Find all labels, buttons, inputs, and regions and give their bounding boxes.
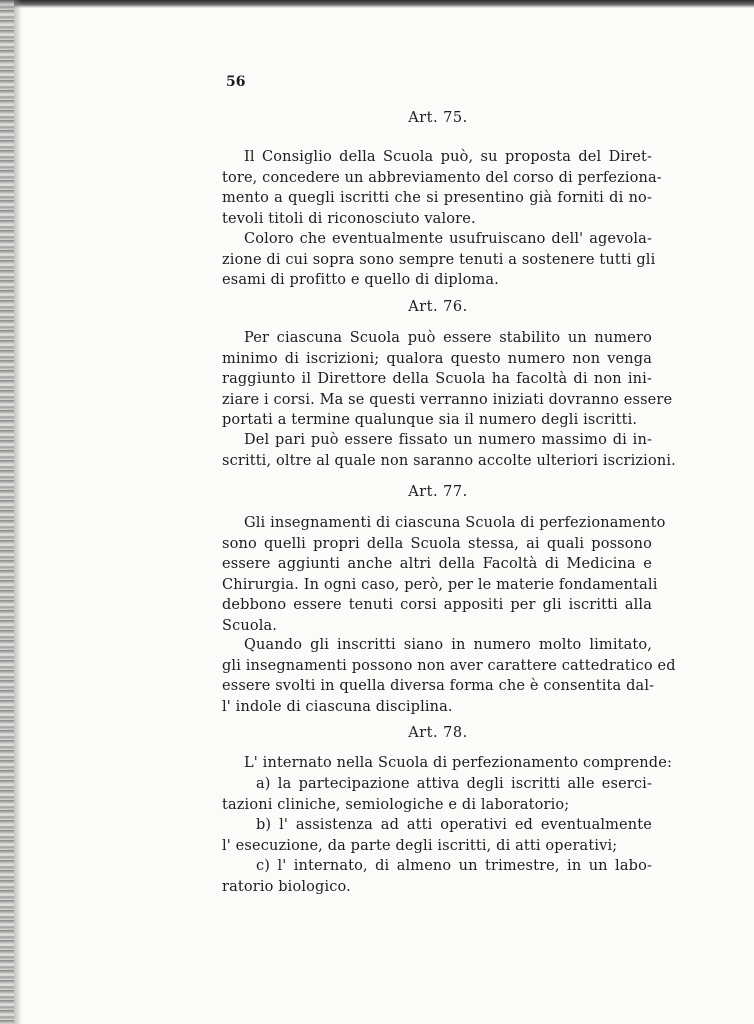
scan-top-edge <box>0 0 754 8</box>
text-line: ratorio biologico. <box>222 878 351 895</box>
scan-binding-shadow <box>14 0 22 1024</box>
page-number: 56 <box>226 74 246 90</box>
text-line: gli insegnamenti possono non aver carattere cattedratico ed <box>222 657 676 674</box>
text-line: zione di cui sopra sono sempre tenuti a sostenere tutti gli <box>222 251 656 268</box>
text-line: minimo di iscrizioni; qualora questo numero non venga <box>222 350 652 367</box>
article-77-paragraph-1 <box>222 513 666 636</box>
text-line: mento a quegli iscritti che si presentino già forniti di no- <box>222 190 652 206</box>
text-line: ziare i corsi. Ma se questi verranno iniziati dovranno essere <box>222 391 673 408</box>
text-line: sono quelli propri della Scuola stessa, ai quali possono <box>222 535 652 552</box>
article-78-item-c <box>222 856 652 897</box>
text-line: Quando gli inscritti siano in numero molto limitato, <box>244 637 652 653</box>
text-line: Coloro che eventualmente usufruiscano dell' agevola- <box>244 231 652 247</box>
article-76-paragraph-2 <box>222 430 676 471</box>
article-75-paragraph-2 <box>222 229 656 291</box>
text-line: c) l' internato, di almeno un trimestre, in un labo- <box>256 858 652 874</box>
article-77-heading: Art. 77. <box>408 484 468 500</box>
text-line: Chirurgia. In ogni caso, però, per le materie fondamentali <box>222 576 658 593</box>
text-line: Del pari può essere fissato un numero massimo di in- <box>244 432 652 448</box>
article-76-paragraph-1 <box>222 328 673 431</box>
article-78-item-b <box>222 815 652 856</box>
text-line: tore, concedere un abbreviamento del corso di perfeziona- <box>222 169 662 186</box>
text-line: portati a termine qualunque sia il numero degli iscritti. <box>222 412 638 428</box>
text-line: tevoli titoli di riconosciuto valore. <box>222 210 476 227</box>
text-line: tazioni cliniche, semiologiche e di laboratorio; <box>222 796 570 813</box>
text-line: Il Consiglio della Scuola può, su proposta del Diret- <box>244 149 652 165</box>
text-line: raggiunto il Direttore della Scuola ha facoltà di non ini- <box>222 371 652 387</box>
text-line: esami di profitto e quello di diploma. <box>222 272 499 288</box>
text-line: debbono essere tenuti corsi appositi per gli iscritti alla <box>222 597 652 613</box>
text-line: L' internato nella Scuola di perfezionamento comprende: <box>244 755 672 771</box>
text-line: Per ciascuna Scuola può essere stabilito un numero <box>244 330 652 346</box>
article-78-heading: Art. 78. <box>408 725 468 741</box>
text-line: Scuola. <box>222 617 278 634</box>
scan-binding-edge <box>0 0 14 1024</box>
text-line: a) la partecipazione attiva degli iscritti alle eserci- <box>256 776 652 792</box>
text-line: l' indole di ciascuna disciplina. <box>222 698 453 715</box>
text-line: b) l' assistenza ad atti operativi ed eventualmente <box>256 817 652 833</box>
text-line: Gli insegnamenti di ciascuna Scuola di perfezionamento <box>244 515 666 531</box>
text-line: essere aggiunti anche altri della Facoltà di Medicina e <box>222 556 652 572</box>
article-78-paragraph-intro <box>222 753 672 774</box>
text-line: scritti, oltre al quale non saranno accolte ulteriori iscrizioni. <box>222 452 676 469</box>
text-line: essere svolti in quella diversa forma che è consentita dal- <box>222 678 655 694</box>
article-75-paragraph-1 <box>222 147 662 229</box>
article-75-heading: Art. 75. <box>408 110 468 126</box>
article-76-heading: Art. 76. <box>408 299 468 315</box>
article-78-item-a <box>222 774 652 815</box>
text-line: l' esecuzione, da parte degli iscritti, di atti operativi; <box>222 837 618 854</box>
article-77-paragraph-2 <box>222 635 676 717</box>
